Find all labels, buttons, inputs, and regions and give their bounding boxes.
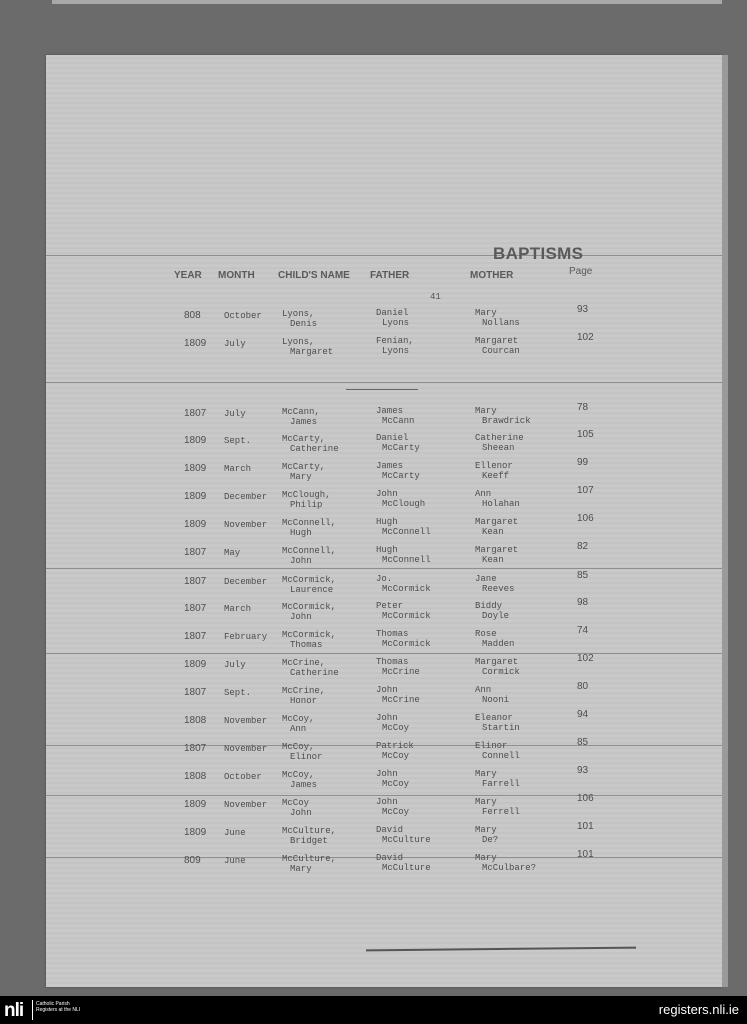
entry-father-given-name: Patrick [376, 741, 414, 751]
entry-father-given-name: Hugh [376, 545, 398, 555]
entry-father-surname: McCulture [382, 835, 431, 845]
site-link[interactable]: registers.nli.ie [658, 1002, 739, 1017]
page-edge [722, 55, 728, 987]
entry-mother-given-name: Mary [475, 825, 497, 835]
baptism-entry-row [46, 570, 722, 602]
entry-mother-surname: Reeves [482, 584, 515, 594]
header-month: MONTH [218, 270, 255, 281]
entry-mother-given-name: Margaret [475, 657, 519, 667]
entry-mother-given-name: Rose [475, 629, 497, 639]
header-page: Page [569, 266, 593, 277]
entry-mother-given-name: Eleanor [475, 713, 513, 723]
entry-mother-given-name: Elinor [475, 741, 508, 751]
entry-mother-given-name: Mary [475, 797, 497, 807]
entry-year: 809 [184, 855, 201, 866]
entry-year: 1807 [184, 603, 207, 614]
entry-mother-given-name: Ellenor [475, 461, 513, 471]
entry-child-surname: McCrine, [282, 686, 326, 696]
entry-child-surname: Lyons, [282, 309, 315, 319]
entry-father-given-name: John [376, 685, 398, 695]
entry-father-surname: McCormick [382, 584, 431, 594]
entry-mother-given-name: Margaret [475, 336, 519, 346]
entry-father-surname: Lyons [382, 346, 410, 356]
baptism-entry-row [46, 513, 722, 545]
entry-month: March [224, 464, 252, 474]
entry-page-number: 106 [577, 513, 594, 524]
entry-child-given-name: Mary [290, 472, 312, 482]
baptism-entry-row [46, 541, 722, 573]
entry-father-surname: McCulture [382, 863, 431, 873]
entry-month: October [224, 311, 262, 321]
register-page [46, 55, 722, 987]
entry-month: December [224, 492, 268, 502]
entry-father-given-name: James [376, 406, 404, 416]
entry-month: June [224, 856, 246, 866]
entry-child-given-name: Mary [290, 864, 312, 874]
entry-father-surname: McCarty [382, 443, 420, 453]
entry-page-number: 85 [577, 570, 589, 581]
entry-mother-given-name: Biddy [475, 601, 503, 611]
entry-father-surname: McClough [382, 499, 426, 509]
entry-child-surname: McCormick, [282, 602, 337, 612]
entry-mother-given-name: Margaret [475, 517, 519, 527]
entry-mother-surname: Startin [482, 723, 520, 733]
entry-mother-given-name: Jane [475, 574, 497, 584]
entry-page-number: 82 [577, 541, 589, 552]
entry-child-surname: McCulture, [282, 826, 337, 836]
entry-page-number: 80 [577, 681, 589, 692]
entry-year: 1807 [184, 576, 207, 587]
entry-month: Sept. [224, 436, 252, 446]
margin-note: 41 [430, 292, 441, 302]
entry-father-given-name: Daniel [376, 433, 409, 443]
entry-mother-surname: Ferrell [482, 807, 520, 817]
logo-caption: Catholic Parish Registers at the NLI [36, 1001, 81, 1013]
entry-child-given-name: John [290, 808, 312, 818]
entry-page-number: 101 [577, 849, 594, 860]
entry-child-given-name: Margaret [290, 347, 334, 357]
entry-mother-surname: McCulbare? [482, 863, 537, 873]
entry-father-given-name: Peter [376, 601, 404, 611]
entry-mother-given-name: Mary [475, 853, 497, 863]
entry-child-given-name: John [290, 556, 312, 566]
entry-month: February [224, 632, 268, 642]
entry-mother-surname: Holahan [482, 499, 520, 509]
entry-year: 808 [184, 310, 201, 321]
entry-father-surname: McCoy [382, 807, 410, 817]
baptism-entry-row [46, 429, 722, 461]
entry-father-given-name: James [376, 461, 404, 471]
entry-page-number: 105 [577, 429, 594, 440]
entry-mother-surname: Nollans [482, 318, 520, 328]
entry-mother-surname: Cormick [482, 667, 520, 677]
header-mother: MOTHER [470, 270, 514, 281]
entry-page-number: 98 [577, 597, 589, 608]
entry-month: October [224, 772, 262, 782]
entry-child-surname: McConnell, [282, 546, 337, 556]
baptism-entry-row [46, 402, 722, 434]
entry-child-surname: McConnell, [282, 518, 337, 528]
baptism-entry-row [46, 597, 722, 629]
entry-year: 1809 [184, 519, 207, 530]
entry-father-given-name: David [376, 825, 404, 835]
entry-father-surname: McConnell [382, 555, 431, 565]
entry-child-surname: McCrine, [282, 658, 326, 668]
entry-page-number: 74 [577, 625, 589, 636]
entry-father-surname: McCoy [382, 723, 410, 733]
entry-child-given-name: Thomas [290, 640, 323, 650]
entry-child-given-name: James [290, 417, 318, 427]
entry-year: 1809 [184, 659, 207, 670]
entry-father-surname: McCrine [382, 667, 420, 677]
entry-child-given-name: Hugh [290, 528, 312, 538]
entry-child-given-name: Honor [290, 696, 318, 706]
entry-month: Sept. [224, 688, 252, 698]
entry-year: 1808 [184, 715, 207, 726]
entry-mother-given-name: Ann [475, 685, 492, 695]
entry-month: July [224, 409, 246, 419]
entry-child-given-name: Elinor [290, 752, 323, 762]
entry-year: 1809 [184, 799, 207, 810]
scan-line [46, 382, 722, 383]
entry-month: November [224, 744, 268, 754]
entry-page-number: 106 [577, 793, 594, 804]
entry-page-number: 102 [577, 332, 594, 343]
entry-father-given-name: Jo. [376, 574, 393, 584]
entry-father-surname: McCarty [382, 471, 420, 481]
entry-year: 1809 [184, 338, 207, 349]
entry-mother-surname: Connell [482, 751, 520, 761]
entry-page-number: 101 [577, 821, 594, 832]
entry-mother-surname: Courcan [482, 346, 520, 356]
entry-mother-surname: Keeff [482, 471, 510, 481]
entry-child-surname: McCormick, [282, 575, 337, 585]
page-bottom-rule [366, 947, 636, 952]
entry-father-surname: McCormick [382, 611, 431, 621]
entry-year: 1809 [184, 827, 207, 838]
entry-page-number: 99 [577, 457, 589, 468]
entry-father-given-name: John [376, 769, 398, 779]
entry-month: November [224, 520, 268, 530]
entry-mother-surname: De? [482, 835, 499, 845]
entry-father-surname: McCrine [382, 695, 420, 705]
entry-year: 1807 [184, 743, 207, 754]
entry-child-given-name: Philip [290, 500, 323, 510]
baptism-entry-row [46, 625, 722, 657]
entry-father-surname: McCormick [382, 639, 431, 649]
entry-father-given-name: David [376, 853, 404, 863]
section-divider [346, 389, 418, 390]
entry-month: November [224, 800, 268, 810]
entry-year: 1809 [184, 463, 207, 474]
entry-year: 1809 [184, 491, 207, 502]
header-year: YEAR [174, 270, 202, 281]
entry-year: 1807 [184, 687, 207, 698]
header-child-name: CHILD'S NAME [278, 270, 350, 281]
entry-month: July [224, 339, 246, 349]
entry-page-number: 78 [577, 402, 589, 413]
entry-year: 1807 [184, 631, 207, 642]
entry-child-given-name: John [290, 612, 312, 622]
baptism-entry-row [46, 821, 722, 853]
entry-page-number: 102 [577, 653, 594, 664]
entry-child-surname: McCoy, [282, 742, 315, 752]
entry-child-given-name: Ann [290, 724, 307, 734]
baptism-entry-row [46, 849, 722, 881]
entry-month: June [224, 828, 246, 838]
entry-page-number: 93 [577, 765, 589, 776]
entry-father-surname: McConnell [382, 527, 431, 537]
entry-mother-surname: Doyle [482, 611, 510, 621]
page-title: BAPTISMS [493, 244, 584, 263]
entry-mother-given-name: Mary [475, 406, 497, 416]
baptism-entry-row [46, 332, 722, 364]
logo-separator [32, 1000, 33, 1020]
entry-month: November [224, 716, 268, 726]
entry-mother-given-name: Mary [475, 769, 497, 779]
baptism-entry-row [46, 765, 722, 797]
entry-year: 1807 [184, 547, 207, 558]
entry-month: December [224, 577, 268, 587]
entry-child-given-name: Laurence [290, 585, 334, 595]
entry-mother-given-name: Catherine [475, 433, 524, 443]
entry-father-surname: Lyons [382, 318, 410, 328]
baptism-entry-row [46, 681, 722, 713]
entry-father-given-name: John [376, 797, 398, 807]
entry-month: May [224, 548, 241, 558]
entry-father-surname: McCann [382, 416, 415, 426]
entry-father-given-name: Daniel [376, 308, 409, 318]
entry-year: 1807 [184, 408, 207, 419]
baptism-entry-row [46, 457, 722, 489]
baptism-entry-row [46, 709, 722, 741]
baptism-entry-row [46, 737, 722, 769]
entry-father-given-name: Thomas [376, 629, 409, 639]
entry-mother-surname: Nooni [482, 695, 510, 705]
baptism-entry-row [46, 485, 722, 517]
entry-year: 1808 [184, 771, 207, 782]
entry-child-surname: McCarty, [282, 434, 326, 444]
entry-father-given-name: Thomas [376, 657, 409, 667]
entry-child-surname: McCulture, [282, 854, 337, 864]
entry-mother-surname: Sheean [482, 443, 515, 453]
baptism-entry-row [46, 304, 722, 336]
entry-father-given-name: Hugh [376, 517, 398, 527]
entry-child-surname: McCoy [282, 798, 310, 808]
entry-page-number: 93 [577, 304, 589, 315]
entry-mother-surname: Farrell [482, 779, 520, 789]
entry-child-surname: McCann, [282, 407, 320, 417]
entry-father-surname: McCoy [382, 751, 410, 761]
baptism-entry-row [46, 793, 722, 825]
previous-page-edge [52, 0, 722, 4]
entry-father-surname: McCoy [382, 779, 410, 789]
entry-mother-surname: Kean [482, 555, 504, 565]
entry-year: 1809 [184, 435, 207, 446]
entry-mother-given-name: Ann [475, 489, 492, 499]
entry-father-given-name: John [376, 713, 398, 723]
header-father: FATHER [370, 270, 410, 281]
entry-page-number: 94 [577, 709, 589, 720]
entry-mother-surname: Madden [482, 639, 515, 649]
entry-child-surname: McCoy, [282, 714, 315, 724]
nli-logo[interactable]: nli [4, 1000, 24, 1021]
entry-month: March [224, 604, 252, 614]
entry-child-surname: McCoy, [282, 770, 315, 780]
entry-child-given-name: Denis [290, 319, 318, 329]
entry-mother-surname: Kean [482, 527, 504, 537]
entry-mother-given-name: Margaret [475, 545, 519, 555]
entry-mother-given-name: Mary [475, 308, 497, 318]
entry-child-given-name: Catherine [290, 668, 339, 678]
entry-child-surname: McCormick, [282, 630, 337, 640]
entry-child-surname: Lyons, [282, 337, 315, 347]
scan-line [46, 255, 722, 256]
baptism-entry-row [46, 653, 722, 685]
footer-bar [0, 996, 747, 1024]
entry-page-number: 107 [577, 485, 594, 496]
entry-child-given-name: James [290, 780, 318, 790]
entry-child-surname: McCarty, [282, 462, 326, 472]
entry-mother-surname: Brawdrick [482, 416, 531, 426]
entry-father-given-name: John [376, 489, 398, 499]
entry-page-number: 85 [577, 737, 589, 748]
entry-child-given-name: Bridget [290, 836, 328, 846]
entry-child-given-name: Catherine [290, 444, 339, 454]
entry-child-surname: McClough, [282, 490, 331, 500]
entry-father-given-name: Fenian, [376, 336, 414, 346]
entry-month: July [224, 660, 246, 670]
